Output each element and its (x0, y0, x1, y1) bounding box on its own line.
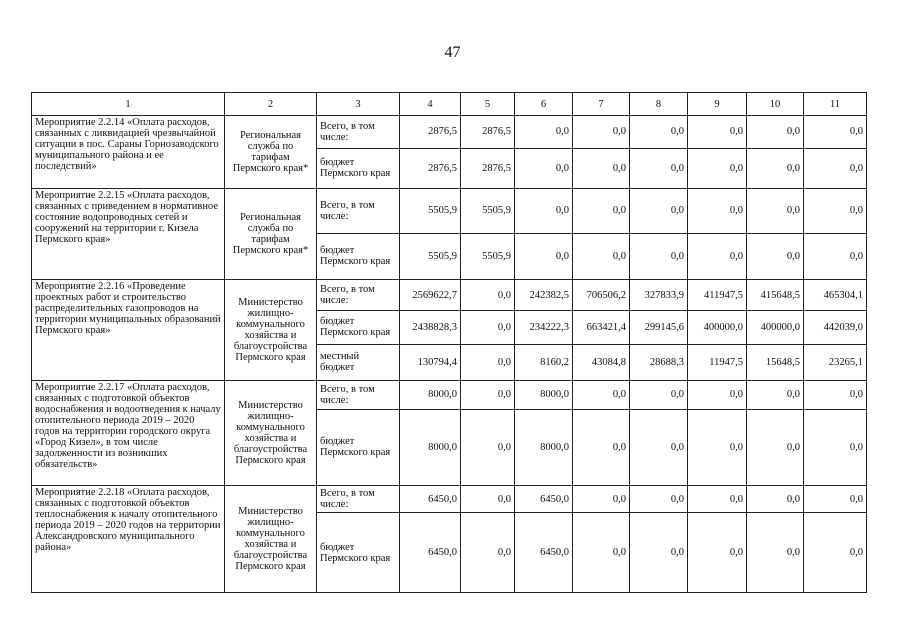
column-header: 5 (461, 93, 515, 116)
amount-cell: 2569622,7 (400, 280, 461, 311)
funding-source-cell: Всего, в том числе: (317, 485, 400, 513)
column-header: 8 (630, 93, 688, 116)
amount-cell: 5505,9 (461, 189, 515, 234)
amount-cell: 0,0 (747, 116, 804, 149)
amount-cell: 0,0 (688, 189, 747, 234)
amount-cell: 0,0 (804, 409, 867, 485)
amount-cell: 15648,5 (747, 344, 804, 380)
funding-source-cell: Всего, в том числе: (317, 380, 400, 409)
table-row (32, 380, 867, 409)
amount-cell: 0,0 (630, 513, 688, 593)
amount-cell: 0,0 (630, 116, 688, 149)
funding-source-cell: бюджет Пермского края (317, 148, 400, 188)
amount-cell: 0,0 (461, 344, 515, 380)
amount-cell: 0,0 (630, 189, 688, 234)
column-header: 2 (225, 93, 317, 116)
amount-cell: 0,0 (804, 148, 867, 188)
amount-cell: 234222,3 (515, 311, 573, 345)
funding-source-cell: бюджет Пермского края (317, 311, 400, 345)
amount-cell: 0,0 (461, 311, 515, 345)
amount-cell: 6450,0 (400, 513, 461, 593)
amount-cell: 400000,0 (747, 311, 804, 345)
executor-cell: Региональная служба по тарифам Пермского края* (225, 116, 317, 189)
amount-cell: 0,0 (461, 380, 515, 409)
amount-cell: 5505,9 (400, 233, 461, 280)
column-header: 1 (32, 93, 225, 116)
column-header: 3 (317, 93, 400, 116)
amount-cell: 0,0 (630, 485, 688, 513)
amount-cell: 0,0 (630, 233, 688, 280)
amount-cell: 0,0 (573, 189, 630, 234)
header-row (32, 93, 867, 116)
amount-cell: 411947,5 (688, 280, 747, 311)
amount-cell: 465304,1 (804, 280, 867, 311)
budget-table (31, 92, 867, 593)
funding-source-cell: бюджет Пермского края (317, 409, 400, 485)
amount-cell: 2876,5 (400, 148, 461, 188)
amount-cell: 0,0 (573, 513, 630, 593)
amount-cell: 6450,0 (400, 485, 461, 513)
amount-cell: 6450,0 (515, 485, 573, 513)
executor-cell: Региональная служба по тарифам Пермского края* (225, 189, 317, 280)
table-row (32, 485, 867, 513)
amount-cell: 0,0 (747, 189, 804, 234)
amount-cell: 0,0 (747, 233, 804, 280)
amount-cell: 0,0 (688, 409, 747, 485)
funding-source-cell: Всего, в том числе: (317, 116, 400, 149)
amount-cell: 0,0 (688, 233, 747, 280)
amount-cell: 11947,5 (688, 344, 747, 380)
amount-cell: 0,0 (573, 485, 630, 513)
amount-cell: 0,0 (688, 148, 747, 188)
table-body (32, 116, 867, 593)
activity-cell: Мероприятие 2.2.14 «Оплата расходов, связанных с ликвидацией чрезвычайной ситуации в пос. Сараны Горнозаводского муниципального района и ее последствий» (32, 116, 225, 189)
table-row (32, 189, 867, 234)
amount-cell: 8160,2 (515, 344, 573, 380)
amount-cell: 0,0 (747, 513, 804, 593)
column-header: 11 (804, 93, 867, 116)
amount-cell: 2876,5 (461, 148, 515, 188)
amount-cell: 2876,5 (400, 116, 461, 149)
table-row (32, 116, 867, 149)
column-header: 4 (400, 93, 461, 116)
amount-cell: 0,0 (515, 116, 573, 149)
funding-source-cell: Всего, в том числе: (317, 280, 400, 311)
amount-cell: 0,0 (461, 485, 515, 513)
amount-cell: 8000,0 (515, 409, 573, 485)
amount-cell: 0,0 (747, 148, 804, 188)
executor-cell: Министерство жилищно-коммунального хозяйства и благоустройства Пермского края (225, 380, 317, 485)
amount-cell: 242382,5 (515, 280, 573, 311)
activity-cell: Мероприятие 2.2.16 «Проведение проектных работ и строительство распределительных газопроводов на территории муниципальных образований Пермского края» (32, 280, 225, 381)
amount-cell: 0,0 (747, 485, 804, 513)
amount-cell: 0,0 (573, 233, 630, 280)
column-header: 6 (515, 93, 573, 116)
amount-cell: 0,0 (573, 148, 630, 188)
amount-cell: 43084,8 (573, 344, 630, 380)
activity-cell: Мероприятие 2.2.15 «Оплата расходов, связанных с приведением в нормативное состояние водопроводных сетей и сооружений на территории г. Кизела Пермского края» (32, 189, 225, 280)
amount-cell: 8000,0 (515, 380, 573, 409)
amount-cell: 0,0 (630, 148, 688, 188)
amount-cell: 0,0 (461, 409, 515, 485)
amount-cell: 28688,3 (630, 344, 688, 380)
activity-cell: Мероприятие 2.2.17 «Оплата расходов, связанных с подготовкой объектов водоснабжения и водоотведения к началу отопительного периода 2019 – 2020 годов на территории городского округа «Город Кизел», в том числе задолженности из возникших обязательств» (32, 380, 225, 485)
amount-cell: 0,0 (573, 380, 630, 409)
amount-cell: 5505,9 (461, 233, 515, 280)
amount-cell: 0,0 (630, 409, 688, 485)
amount-cell: 5505,9 (400, 189, 461, 234)
amount-cell: 0,0 (688, 380, 747, 409)
funding-source-cell: Всего, в том числе: (317, 189, 400, 234)
amount-cell: 2438828,3 (400, 311, 461, 345)
amount-cell: 0,0 (747, 380, 804, 409)
amount-cell: 0,0 (630, 380, 688, 409)
amount-cell: 442039,0 (804, 311, 867, 345)
amount-cell: 2876,5 (461, 116, 515, 149)
executor-cell: Министерство жилищно-коммунального хозяйства и благоустройства Пермского края (225, 280, 317, 381)
funding-source-cell: бюджет Пермского края (317, 513, 400, 593)
amount-cell: 0,0 (804, 116, 867, 149)
amount-cell: 0,0 (515, 148, 573, 188)
amount-cell: 0,0 (804, 513, 867, 593)
amount-cell: 706506,2 (573, 280, 630, 311)
column-header: 7 (573, 93, 630, 116)
amount-cell: 0,0 (688, 485, 747, 513)
amount-cell: 8000,0 (400, 409, 461, 485)
funding-source-cell: бюджет Пермского края (317, 233, 400, 280)
amount-cell: 0,0 (515, 189, 573, 234)
amount-cell: 663421,4 (573, 311, 630, 345)
amount-cell: 8000,0 (400, 380, 461, 409)
amount-cell: 23265,1 (804, 344, 867, 380)
amount-cell: 0,0 (804, 189, 867, 234)
page-number: 47 (444, 44, 461, 61)
funding-source-cell: местный бюджет (317, 344, 400, 380)
amount-cell: 0,0 (573, 116, 630, 149)
amount-cell: 0,0 (747, 409, 804, 485)
amount-cell: 6450,0 (515, 513, 573, 593)
amount-cell: 0,0 (804, 485, 867, 513)
amount-cell: 0,0 (461, 280, 515, 311)
amount-cell: 0,0 (573, 409, 630, 485)
activity-cell: Мероприятие 2.2.18 «Оплата расходов, связанных с подготовкой объектов теплоснабжения к началу отопительного периода 2019 – 2020 годов на территории Александровского муниципального района» (32, 485, 225, 592)
amount-cell: 0,0 (804, 233, 867, 280)
column-header: 10 (747, 93, 804, 116)
amount-cell: 299145,6 (630, 311, 688, 345)
amount-cell: 0,0 (804, 380, 867, 409)
executor-cell: Министерство жилищно-коммунального хозяйства и благоустройства Пермского края (225, 485, 317, 592)
column-header: 9 (688, 93, 747, 116)
amount-cell: 0,0 (515, 233, 573, 280)
amount-cell: 0,0 (688, 513, 747, 593)
amount-cell: 130794,4 (400, 344, 461, 380)
table-row (32, 280, 867, 311)
amount-cell: 0,0 (461, 513, 515, 593)
amount-cell: 327833,9 (630, 280, 688, 311)
amount-cell: 0,0 (688, 116, 747, 149)
amount-cell: 400000,0 (688, 311, 747, 345)
amount-cell: 415648,5 (747, 280, 804, 311)
